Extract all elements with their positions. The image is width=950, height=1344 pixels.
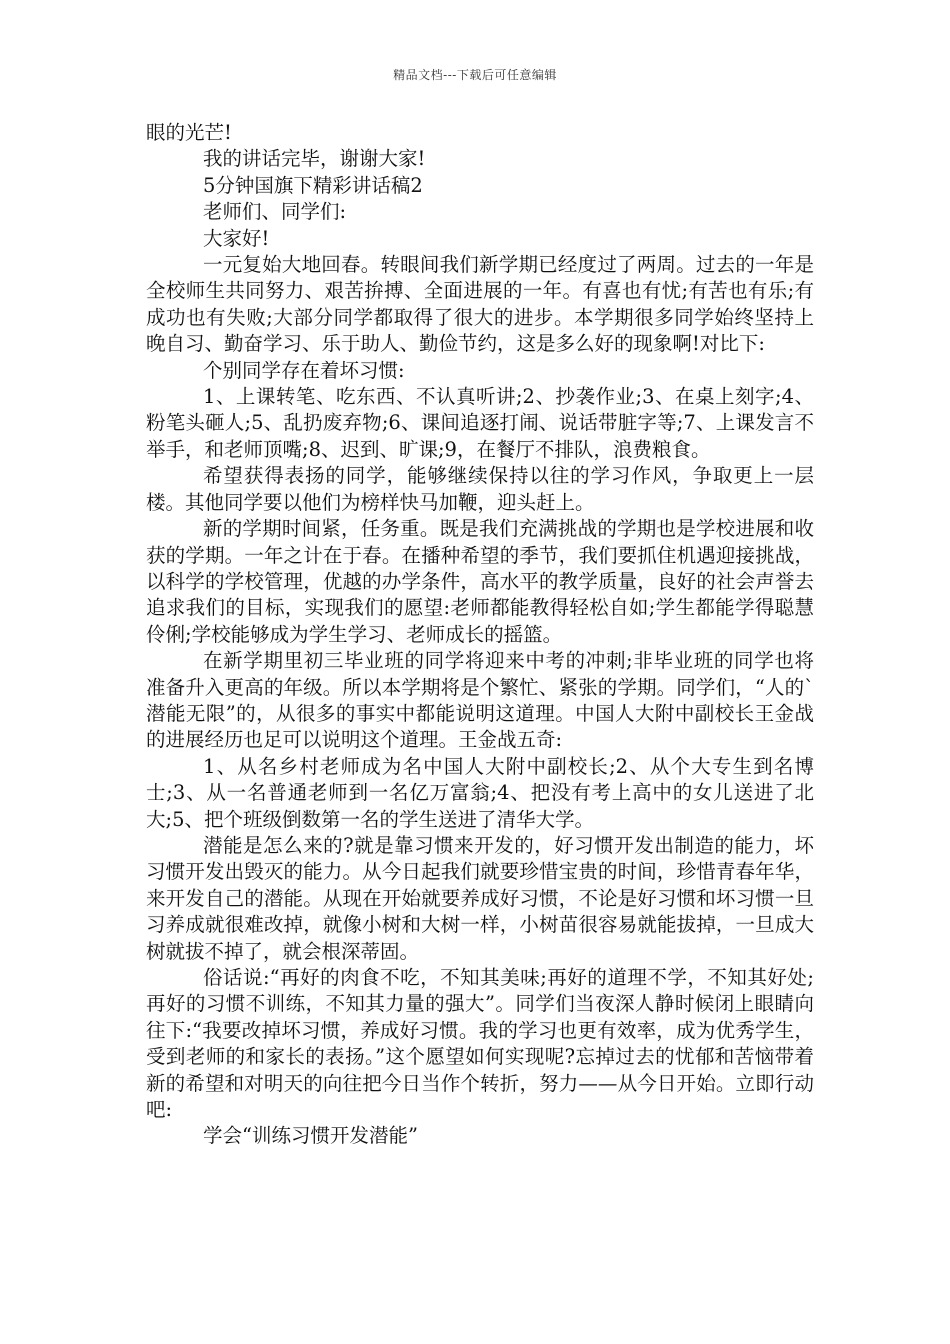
paragraph: 希望获得表扬的同学，能够继续保持以往的学习作风，争取更上一层楼。其他同学要以他们为榜样快马加鞭，迎头赶上。 (146, 464, 814, 514)
paragraph: 在新学期里初三毕业班的同学将迎来中考的冲刺;非毕业班的同学也将准备升入更高的年级。所以本学期将是个繁忙、紧张的学期。同学们，“人的`潜能无限”的，从很多的事实中都能说明这道理。中国人大附中副校长王金战的进展经历也足可以说明这个道理。王金战五奇: (146, 649, 814, 752)
salutation: 老师们、同学们: (203, 200, 347, 224)
paragraph: 一元复始大地回春。转眼间我们新学期已经度过了两周。过去的一年是全校师生共同努力、艰苦拚搏、全面进展的一年。有喜也有忧;有苦也有乐;有成功也有失败;大部分同学都取得了很大的进步。本学期很多同学始终坚持上晚自习、勤奋学习、乐于助人、勤俭节约，这是多么好的现象啊!对比下: (146, 253, 814, 356)
paragraph: 潜能是怎么来的?就是靠习惯来开发的，好习惯开发出制造的能力，坏习惯开发出毁灭的能力。从今日起我们就要珍惜宝贵的时间，珍惜青春年华，来开发自己的潜能。从现在开始就要养成好习惯，不论是好习惯和坏习惯一旦习养成就很难改掉，就像小树和大树一样，小树苗很容易就能拔掉，一旦成大树就拔不掉了，就会根深蒂固。 (146, 833, 814, 963)
paragraph: 新的学期时间紧，任务重。既是我们充满挑战的学期也是学校进展和收获的学期。一年之计在于春。在播种希望的季节，我们要抓住机遇迎接挑战，以科学的学校管理，优越的办学条件，高水平的教学质量，良好的社会声誉去追求我们的目标，实现我们的愿望:老师都能教得轻松自如;学生都能学得聪慧伶俐;学校能够成为学生学习、老师成长的摇篮。 (146, 517, 814, 646)
paragraph: 个别同学存在着坏习惯: (203, 358, 405, 382)
paragraph: 学会“训练习惯开发潜能” (203, 1124, 418, 1148)
paragraph: 俗话说:“再好的肉食不吃，不知其美味;再好的道理不学，不知其好处;再好的习惯不训练，不知其力量的强大”。同学们当夜深人静时候闭上眼睛向往下:“我要改掉坏习惯，养成好习惯。我的学习也更有效率，成为优秀学生，受到老师的和家长的表扬。”这个愿望如何实现呢?忘掉过去的忧郁和苦恼带着新的希望和对明天的向往把今日当作个转折，努力——从今日开始。立即行动吧: (146, 966, 814, 1122)
paragraph: 1、上课转笔、吃东西、不认真听讲;2、抄袭作业;3、在桌上刻字;4、粉笔头砸人;5、乱扔废弃物;6、课间追逐打闹、说话带脏字等;7、上课发言不举手，和老师顶嘴;8、迟到、旷课;9，在餐厅不排队，浪费粮食。 (146, 385, 814, 461)
greeting: 大家好! (203, 226, 270, 250)
document-body (146, 120, 814, 1150)
paragraph: 1、从名乡村老师成为名中国人大附中副校长;2、从个大专生到名博士;3、从一名普通老师到一名亿万富翁;4、把没有考上高中的女儿送进了北大;5、把个班级倒数第一名的学生送进了清华大学。 (146, 754, 814, 831)
page-header: 精品文档---下载后可任意编辑 (393, 68, 557, 82)
paragraph: 眼的光芒! (146, 121, 232, 144)
speech-title: 5分钟国旗下精彩讲话稿2 (203, 173, 423, 197)
paragraph: 我的讲话完毕，谢谢大家! (203, 147, 426, 171)
